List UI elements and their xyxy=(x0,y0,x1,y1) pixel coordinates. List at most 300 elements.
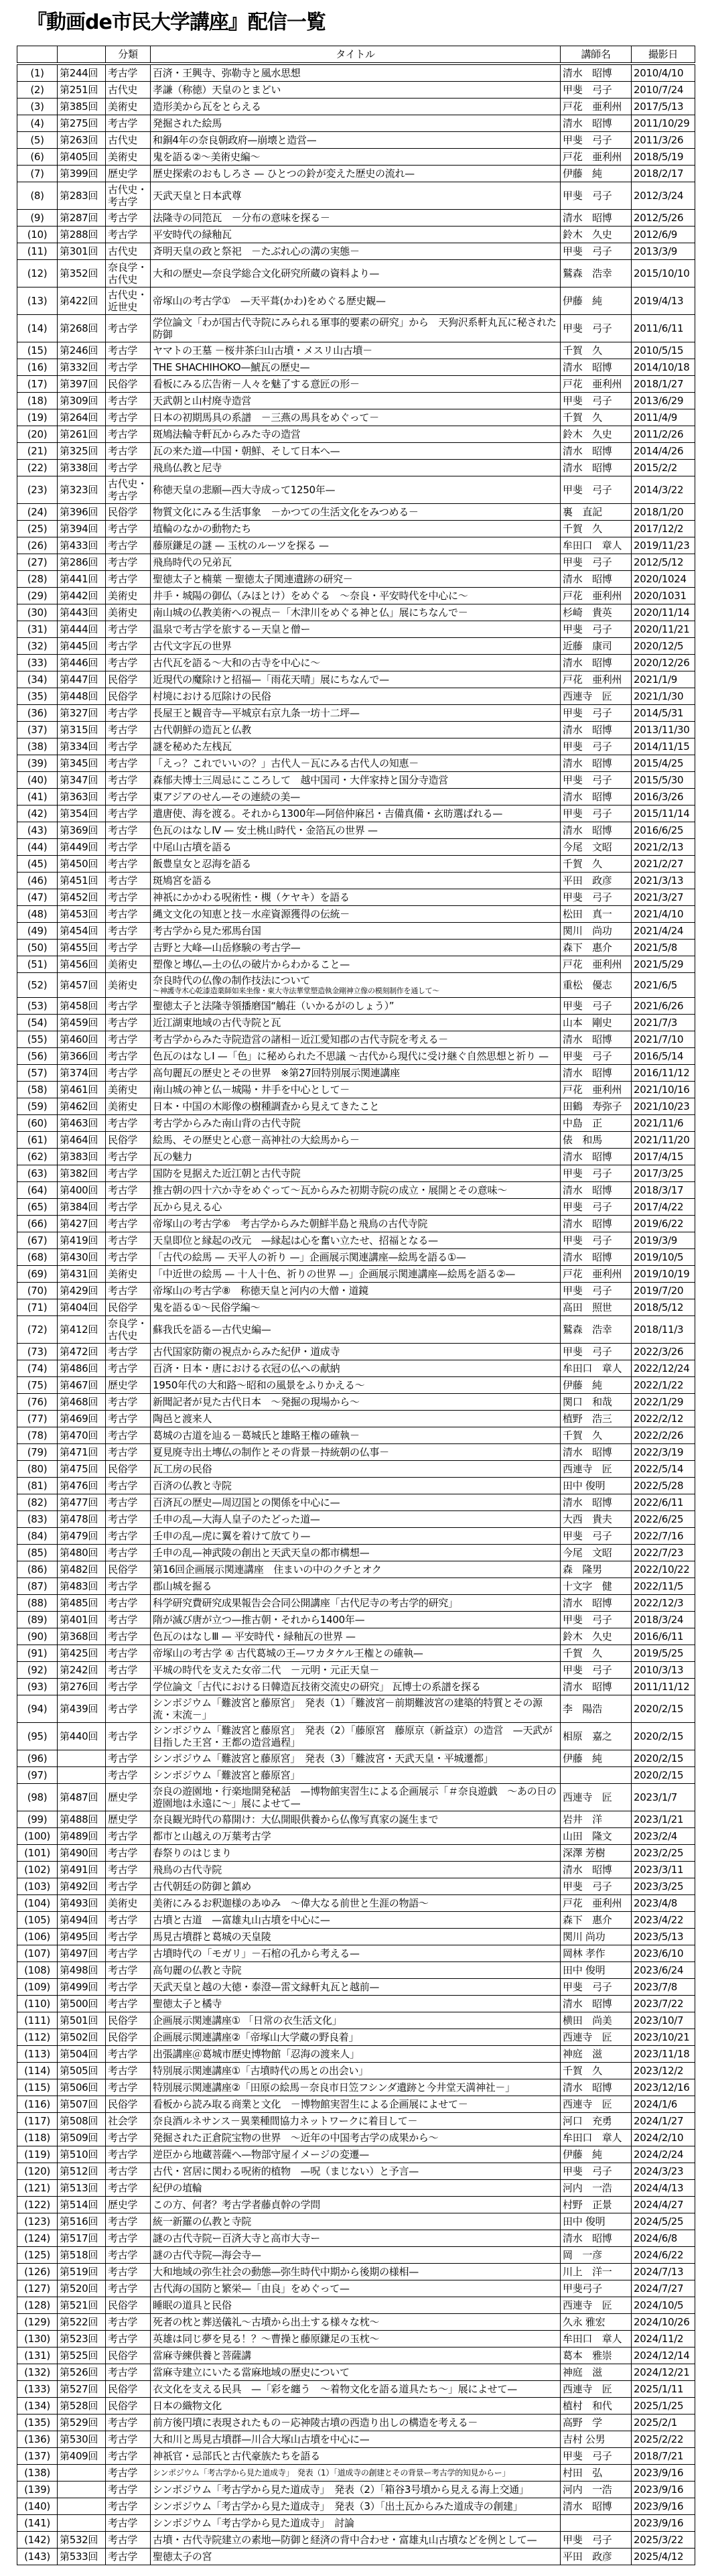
session-number: 第490回 xyxy=(58,1845,106,1862)
table-row[interactable] xyxy=(17,1360,695,1377)
table-row[interactable] xyxy=(17,2264,695,2280)
table-row[interactable] xyxy=(17,1767,695,1784)
row-number: (28) xyxy=(17,571,58,588)
row-number: (124) xyxy=(17,2230,58,2247)
lecturer-name: 甲斐 弓子 xyxy=(561,243,632,260)
table-row[interactable] xyxy=(17,722,695,738)
table-row[interactable] xyxy=(17,149,695,166)
recorded-date: 2011/10/29 xyxy=(632,115,695,132)
table-row[interactable] xyxy=(17,2163,695,2180)
row-number: (126) xyxy=(17,2264,58,2280)
category: 考古学 xyxy=(106,998,151,1015)
row-number: (95) xyxy=(17,1723,58,1750)
lecturer-name: 甲斐 弓子 xyxy=(561,476,632,504)
lecturer-name: 鷲森 浩幸 xyxy=(561,1316,632,1344)
table-row[interactable] xyxy=(17,1945,695,1962)
table-row[interactable] xyxy=(17,2297,695,2314)
table-row[interactable] xyxy=(17,2130,695,2146)
table-row[interactable] xyxy=(17,1528,695,1545)
lecturer-name: 今尾 文昭 xyxy=(561,1545,632,1561)
session-number: 第514回 xyxy=(58,2197,106,2213)
lecturer-name: 清水 昭博 xyxy=(561,460,632,476)
table-row[interactable] xyxy=(17,1845,695,1862)
category: 民俗学 xyxy=(106,2012,151,2029)
table-row[interactable] xyxy=(17,806,695,822)
table-row[interactable] xyxy=(17,243,695,260)
table-row[interactable] xyxy=(17,1082,695,1098)
table-row[interactable] xyxy=(17,82,695,99)
table-row[interactable] xyxy=(17,755,695,772)
lecture-title-text: 斑鳩法輪寺軒瓦からみた寺の造営 xyxy=(153,428,301,440)
lecture-title xyxy=(151,64,561,82)
table-row[interactable] xyxy=(17,2096,695,2113)
lecturer-name: 甲斐 弓子 xyxy=(561,393,632,409)
table-row[interactable] xyxy=(17,409,695,426)
row-number: (45) xyxy=(17,856,58,873)
lecturer-name: 甲斐 弓子 xyxy=(561,1662,632,1679)
lecture-title xyxy=(151,359,561,376)
session-number: 第502回 xyxy=(58,2029,106,2046)
lecture-title xyxy=(151,1427,561,1444)
recorded-date: 2015/10/10 xyxy=(632,260,695,287)
table-row[interactable] xyxy=(17,554,695,571)
category: 民俗学 xyxy=(106,376,151,393)
lecture-title xyxy=(151,1232,561,1249)
session-number: 第443回 xyxy=(58,604,106,621)
lecture-title xyxy=(151,260,561,287)
table-row[interactable] xyxy=(17,2364,695,2381)
table-row[interactable] xyxy=(17,287,695,315)
session-number: 第462回 xyxy=(58,1098,106,1115)
table-row[interactable] xyxy=(17,2515,695,2532)
category: 考古学 xyxy=(106,738,151,755)
table-row[interactable] xyxy=(17,1784,695,1811)
lecturer-name: 森下 惠介 xyxy=(561,940,632,956)
table-row[interactable] xyxy=(17,1595,695,1612)
table-row[interactable] xyxy=(17,1444,695,1461)
lecturer-name: 清水 昭博 xyxy=(561,210,632,227)
lecturer-name: 清水 昭博 xyxy=(561,64,632,82)
lecture-title xyxy=(151,2197,561,2213)
table-row[interactable] xyxy=(17,1427,695,1444)
category: 考古学 xyxy=(106,1723,151,1750)
table-row[interactable] xyxy=(17,393,695,409)
row-number: (6) xyxy=(17,149,58,166)
table-row[interactable] xyxy=(17,1065,695,1082)
lecture-title-text: 古代・宮居に関わる呪術的植物 —呪（まじない）と予言— xyxy=(153,2165,419,2177)
table-row[interactable] xyxy=(17,1662,695,1679)
table-row[interactable] xyxy=(17,1132,695,1149)
session-number: 第486回 xyxy=(58,1360,106,1377)
lecture-title-text: 南山城の仏教美術への視点－「木津川をめぐる神と仏」展にちなんで－ xyxy=(153,606,468,619)
table-row[interactable] xyxy=(17,738,695,755)
session-number: 第445回 xyxy=(58,638,106,655)
table-row[interactable] xyxy=(17,1015,695,1031)
lecturer-name: 甲斐 弓子 xyxy=(561,889,632,906)
lecturer-name: 清水 昭博 xyxy=(561,655,632,671)
table-row[interactable] xyxy=(17,2230,695,2247)
table-row[interactable] xyxy=(17,115,695,132)
category: 考古学 xyxy=(106,1545,151,1561)
table-row[interactable] xyxy=(17,2046,695,2063)
recorded-date: 2025/3/22 xyxy=(632,2532,695,2549)
session-number: 第244回 xyxy=(58,64,106,82)
table-row[interactable] xyxy=(17,571,695,588)
table-row[interactable] xyxy=(17,655,695,671)
table-row[interactable] xyxy=(17,1679,695,1695)
category: 考古学 xyxy=(106,1283,151,1299)
category: 考古学 xyxy=(106,1015,151,1031)
table-row[interactable] xyxy=(17,1165,695,1182)
recorded-date: 2021/11/6 xyxy=(632,1115,695,1132)
session-number: 第533回 xyxy=(58,2549,106,2565)
table-row[interactable] xyxy=(17,1344,695,1360)
table-row[interactable] xyxy=(17,2247,695,2264)
category: 考古学 xyxy=(106,227,151,243)
category: 考古学 xyxy=(106,2414,151,2431)
lecture-title-text: 「えっ？これでいいの？」古代人－瓦にみる古代人の知恵－ xyxy=(153,757,419,769)
table-row[interactable] xyxy=(17,2146,695,2163)
table-row[interactable] xyxy=(17,1299,695,1316)
table-row[interactable] xyxy=(17,1929,695,1945)
table-row[interactable] xyxy=(17,1216,695,1232)
table-row[interactable] xyxy=(17,1098,695,1115)
recorded-date: 2018/3/24 xyxy=(632,1612,695,1628)
lecturer-name xyxy=(561,1767,632,1784)
table-row[interactable] xyxy=(17,2314,695,2331)
table-row[interactable] xyxy=(17,1962,695,1979)
table-row[interactable] xyxy=(17,2398,695,2414)
table-row[interactable] xyxy=(17,2180,695,2197)
row-number: (39) xyxy=(17,755,58,772)
table-row[interactable] xyxy=(17,772,695,789)
table-row[interactable] xyxy=(17,64,695,82)
lecture-title-text: 東アジアのせん—その連続の美— xyxy=(153,791,300,803)
table-row[interactable] xyxy=(17,1878,695,1895)
recorded-date: 2017/3/25 xyxy=(632,1165,695,1182)
lecture-title xyxy=(151,2247,561,2264)
session-number: 第472回 xyxy=(58,1344,106,1360)
row-number: (101) xyxy=(17,1845,58,1862)
table-row[interactable] xyxy=(17,604,695,621)
table-row[interactable] xyxy=(17,2532,695,2549)
lecture-title-text: 称徳天皇の悲願—西大寺成って1250年— xyxy=(153,484,336,496)
table-row[interactable] xyxy=(17,1895,695,1912)
table-row[interactable] xyxy=(17,998,695,1015)
category: 民俗学 xyxy=(106,2096,151,2113)
lecture-title-text: 村境における厄除けの民俗 xyxy=(153,690,271,702)
table-row[interactable] xyxy=(17,1561,695,1578)
table-row[interactable] xyxy=(17,1199,695,1216)
table-row[interactable] xyxy=(17,856,695,873)
table-row[interactable] xyxy=(17,889,695,906)
lecture-title xyxy=(151,722,561,738)
lecturer-name: 鷲森 浩幸 xyxy=(561,260,632,287)
lecturer-name: 戸花 亜利州 xyxy=(561,1082,632,1098)
table-row[interactable] xyxy=(17,1232,695,1249)
table-row[interactable] xyxy=(17,2414,695,2431)
category: 考古学 xyxy=(106,1612,151,1628)
recorded-date: 2023/12/2 xyxy=(632,2063,695,2079)
table-row[interactable] xyxy=(17,1645,695,1662)
table-row[interactable] xyxy=(17,1511,695,1528)
category: 考古学 xyxy=(106,460,151,476)
lecture-title xyxy=(151,1316,561,1344)
table-row[interactable] xyxy=(17,2465,695,2482)
session-number: 第338回 xyxy=(58,460,106,476)
row-number: (134) xyxy=(17,2398,58,2414)
table-row[interactable] xyxy=(17,2448,695,2465)
table-row[interactable] xyxy=(17,443,695,460)
table-row[interactable] xyxy=(17,1723,695,1750)
table-row[interactable] xyxy=(17,839,695,856)
header-date: 撮影日 xyxy=(632,46,695,64)
category: 考古学 xyxy=(106,1048,151,1065)
lecture-title-text: 古墳時代の「モガリ」－石棺の孔から考える— xyxy=(153,1947,360,1959)
table-row[interactable] xyxy=(17,1996,695,2012)
category: 考古学 xyxy=(106,638,151,655)
table-row[interactable] xyxy=(17,2431,695,2448)
table-row[interactable] xyxy=(17,688,695,705)
lecture-title xyxy=(151,1528,561,1545)
table-row[interactable] xyxy=(17,923,695,940)
session-number: 第521回 xyxy=(58,2297,106,2314)
table-row[interactable] xyxy=(17,1411,695,1427)
table-row[interactable] xyxy=(17,822,695,839)
lecturer-name: 平田 政彦 xyxy=(561,873,632,889)
table-row[interactable] xyxy=(17,1912,695,1929)
table-row[interactable] xyxy=(17,1048,695,1065)
lecture-title xyxy=(151,2230,561,2247)
row-number: (85) xyxy=(17,1545,58,1561)
session-number: 第450回 xyxy=(58,856,106,873)
table-row[interactable] xyxy=(17,166,695,182)
lecturer-name: 甲斐 弓子 xyxy=(561,1878,632,1895)
row-number: (38) xyxy=(17,738,58,755)
recorded-date: 2023/11/18 xyxy=(632,2046,695,2063)
table-row[interactable] xyxy=(17,1828,695,1845)
lecturer-name: 高田 照世 xyxy=(561,1299,632,1316)
table-row[interactable] xyxy=(17,906,695,923)
table-row[interactable] xyxy=(17,2381,695,2398)
category: 考古学 xyxy=(106,1149,151,1165)
table-row[interactable] xyxy=(17,2549,695,2565)
row-number: (138) xyxy=(17,2465,58,2482)
category: 民俗学 xyxy=(106,1561,151,1578)
table-row[interactable] xyxy=(17,671,695,688)
table-row[interactable] xyxy=(17,1394,695,1411)
table-row[interactable] xyxy=(17,1979,695,1996)
table-row[interactable] xyxy=(17,2197,695,2213)
table-row[interactable] xyxy=(17,260,695,287)
table-row[interactable] xyxy=(17,210,695,227)
table-row[interactable] xyxy=(17,315,695,342)
category: 考古学 xyxy=(106,1979,151,1996)
category: 考古学 xyxy=(106,2163,151,2180)
session-number xyxy=(58,2515,106,2532)
category: 奈良学・古代史 xyxy=(106,1316,151,1344)
table-row[interactable] xyxy=(17,2113,695,2130)
table-row[interactable] xyxy=(17,227,695,243)
table-row[interactable] xyxy=(17,1182,695,1199)
table-row[interactable] xyxy=(17,99,695,115)
table-row[interactable] xyxy=(17,2347,695,2364)
row-number: (79) xyxy=(17,1444,58,1461)
lecture-title xyxy=(151,1015,561,1031)
table-row[interactable] xyxy=(17,2498,695,2515)
lecture-title-text: 蘇我氏を語る—古代史編— xyxy=(153,1324,271,1336)
category: 考古学 xyxy=(106,393,151,409)
lecture-title-text: 「中近世の絵馬 — 十人十色、祈りの世界 —」企画展示関連講座—絵馬を語る②— xyxy=(153,1268,516,1280)
category: 民俗学 xyxy=(106,1299,151,1316)
lecturer-name: 近藤 康司 xyxy=(561,638,632,655)
category: 考古学 xyxy=(106,1878,151,1895)
category: 考古学 xyxy=(106,2264,151,2280)
table-row[interactable] xyxy=(17,1628,695,1645)
category: 考古学 xyxy=(106,1528,151,1545)
session-number: 第489回 xyxy=(58,1828,106,1845)
lecture-title xyxy=(151,655,561,671)
lecture-subtitle: ～神護寺木心乾漆造薬師如来坐像・東大寺法華堂塑造執金剛神立像の模刻制作を通して～ xyxy=(153,986,439,995)
lecture-title-text: 造形美から瓦をとらえる xyxy=(153,101,261,113)
lecture-title-text: 高句麗瓦の歴史とその世界 ※第27回特別展示関連講座 xyxy=(153,1067,400,1079)
recorded-date: 2024/2/24 xyxy=(632,2146,695,2163)
table-row[interactable] xyxy=(17,1031,695,1048)
table-row[interactable] xyxy=(17,1612,695,1628)
row-number: (33) xyxy=(17,655,58,671)
row-number: (135) xyxy=(17,2414,58,2431)
table-row[interactable] xyxy=(17,1750,695,1767)
table-row[interactable] xyxy=(17,588,695,604)
table-row[interactable] xyxy=(17,504,695,521)
table-row[interactable] xyxy=(17,537,695,554)
table-row[interactable] xyxy=(17,376,695,393)
session-number: 第463回 xyxy=(58,1115,106,1132)
lecturer-name: 甲斐 弓子 xyxy=(561,1048,632,1065)
row-number: (76) xyxy=(17,1394,58,1411)
table-row[interactable] xyxy=(17,1494,695,1511)
row-number: (49) xyxy=(17,923,58,940)
recorded-date: 2018/5/12 xyxy=(632,1299,695,1316)
recorded-date: 2022/1/29 xyxy=(632,1394,695,1411)
table-row[interactable] xyxy=(17,2280,695,2297)
table-row[interactable] xyxy=(17,1811,695,1828)
lecture-title-text: 奈良の遊園地・行楽地開発秘話 —博物館実習生による企画展示「＃奈良遊戯 ～あの日の遊園地は永遠に～」展によせて— xyxy=(153,1785,557,1809)
table-row[interactable] xyxy=(17,789,695,806)
lecturer-name: 清水 昭博 xyxy=(561,2498,632,2515)
lecture-title xyxy=(151,956,561,973)
lecture-title xyxy=(151,1149,561,1165)
session-number: 第467回 xyxy=(58,1377,106,1394)
table-row[interactable] xyxy=(17,342,695,359)
table-row[interactable] xyxy=(17,2063,695,2079)
recorded-date: 2021/3/27 xyxy=(632,889,695,906)
category: 考古学 xyxy=(106,1750,151,1767)
recorded-date: 2012/5/12 xyxy=(632,554,695,571)
table-row[interactable] xyxy=(17,638,695,655)
row-number: (71) xyxy=(17,1299,58,1316)
recorded-date: 2017/4/22 xyxy=(632,1199,695,1216)
lecturer-name: 久永 雅宏 xyxy=(561,2314,632,2331)
table-row[interactable] xyxy=(17,2331,695,2347)
table-row[interactable] xyxy=(17,1461,695,1478)
table-row[interactable] xyxy=(17,426,695,443)
table-row[interactable] xyxy=(17,1578,695,1595)
category: 考古学 xyxy=(106,1996,151,2012)
row-number: (68) xyxy=(17,1249,58,1266)
table-row[interactable] xyxy=(17,1377,695,1394)
row-number: (12) xyxy=(17,260,58,287)
session-number: 第427回 xyxy=(58,1216,106,1232)
table-row[interactable] xyxy=(17,956,695,973)
lecture-title-text: 聖徳太子と楠葉 －聖徳太子関連遺跡の研究－ xyxy=(153,573,353,585)
session-number: 第382回 xyxy=(58,1165,106,1182)
table-row[interactable] xyxy=(17,2482,695,2498)
table-row[interactable] xyxy=(17,1115,695,1132)
lecture-title xyxy=(151,1695,561,1723)
session-number: 第446回 xyxy=(58,655,106,671)
table-row[interactable] xyxy=(17,1478,695,1494)
table-row[interactable] xyxy=(17,132,695,149)
table-row[interactable] xyxy=(17,2029,695,2046)
lecture-title xyxy=(151,1199,561,1216)
category: 考古学 xyxy=(106,856,151,873)
row-number: (129) xyxy=(17,2314,58,2331)
lecturer-name: 清水 昭博 xyxy=(561,1031,632,1048)
table-row[interactable] xyxy=(17,940,695,956)
lecturer-name: 甲斐 弓子 xyxy=(561,2532,632,2549)
row-number: (116) xyxy=(17,2096,58,2113)
table-row[interactable] xyxy=(17,1545,695,1561)
table-row[interactable] xyxy=(17,1249,695,1266)
session-number: 第287回 xyxy=(58,210,106,227)
lecture-title-text: シンポジウム「考古学から見た道成寺」 討論 xyxy=(153,2517,354,2529)
table-row[interactable] xyxy=(17,705,695,722)
row-number: (103) xyxy=(17,1878,58,1895)
table-row[interactable] xyxy=(17,973,695,998)
table-row[interactable] xyxy=(17,1283,695,1299)
row-number: (77) xyxy=(17,1411,58,1427)
session-number: 第488回 xyxy=(58,1811,106,1828)
table-row[interactable] xyxy=(17,359,695,376)
table-row[interactable] xyxy=(17,1316,695,1344)
lecture-title-text: 国防を見据えた近江朝と古代寺院 xyxy=(153,1167,301,1179)
table-row[interactable] xyxy=(17,2213,695,2230)
lecture-title-text: 神祇官・忌部氏と古代豪族たちを語る xyxy=(153,2450,320,2462)
table-row[interactable] xyxy=(17,621,695,638)
table-row[interactable] xyxy=(17,2012,695,2029)
lecture-title-text: シンポジウム「難波宮と藤原宮」 発表（2）「藤原宮 藤原京（新益京）の造営 —天武が目指した王宮・王都の造営過程」 xyxy=(153,1724,553,1748)
row-number: (5) xyxy=(17,132,58,149)
table-row[interactable] xyxy=(17,182,695,210)
lecture-title-text: 謎の古代寺院ー百済大寺と高市大寺ー xyxy=(153,2232,320,2244)
table-row[interactable] xyxy=(17,873,695,889)
lecturer-name: 甲斐 弓子 xyxy=(561,2448,632,2465)
table-row[interactable] xyxy=(17,1862,695,1878)
table-row[interactable] xyxy=(17,476,695,504)
table-row[interactable] xyxy=(17,460,695,476)
table-row[interactable] xyxy=(17,2079,695,2096)
lecturer-name: 甲斐 弓子 xyxy=(561,315,632,342)
table-row[interactable] xyxy=(17,1266,695,1283)
table-row[interactable] xyxy=(17,1695,695,1723)
category: 民俗学 xyxy=(106,504,151,521)
category: 歴史学 xyxy=(106,2197,151,2213)
category: 考古学 xyxy=(106,722,151,738)
lecture-list-table xyxy=(17,46,695,2565)
table-row[interactable] xyxy=(17,521,695,537)
table-row[interactable] xyxy=(17,1149,695,1165)
